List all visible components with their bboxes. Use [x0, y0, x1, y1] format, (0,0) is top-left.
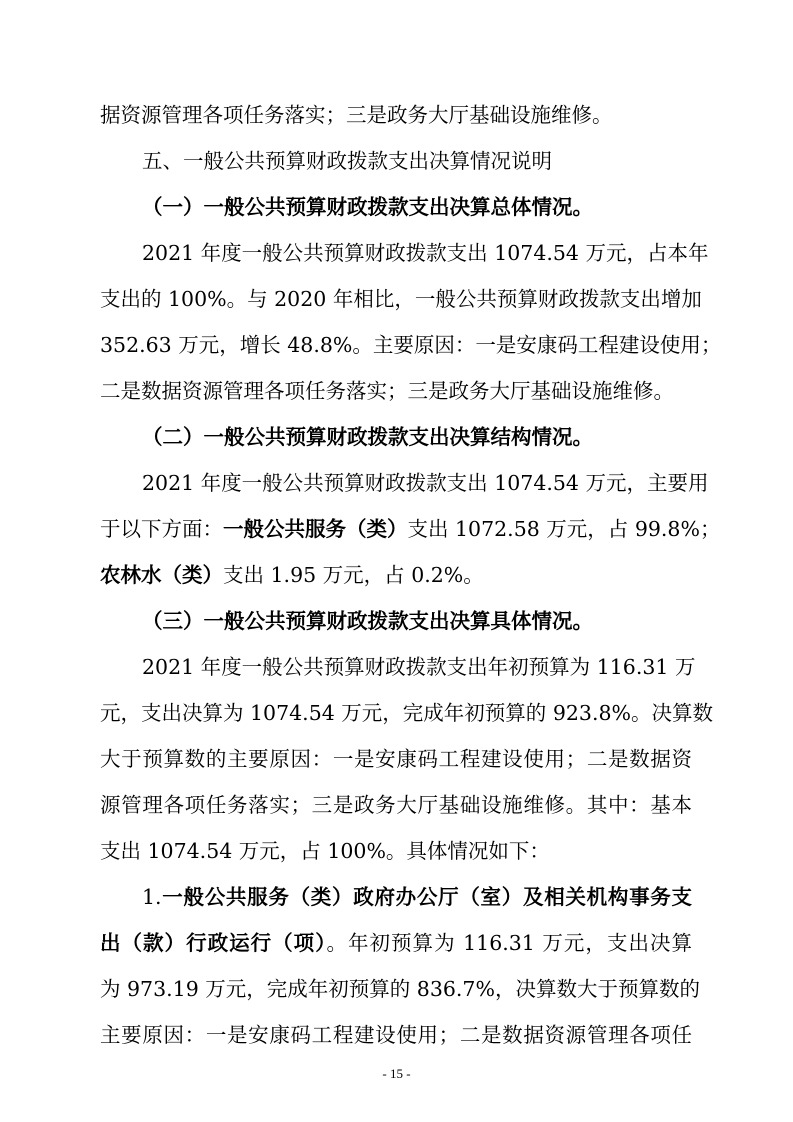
inline-bold-text: 一般公共服务（类）政府办公厅（室）及相关机构事务支: [161, 885, 692, 909]
subsection-heading-2: （二）一般公共预算财政拨款支出决算结构情况。: [142, 425, 593, 449]
inline-text: 支出 1.95 万元，占 0.2%。: [223, 563, 484, 587]
paragraph-line: [100, 514, 721, 544]
inline-text: 。年初预算为 116.31 万元，支出决算: [326, 931, 693, 955]
list-number: 1.: [142, 885, 162, 909]
inline-bold-text: 出（款）行政运行（项）: [100, 931, 327, 955]
paragraph-line: 2021 年度一般公共预算财政拨款支出 1074.54 万元，占本年: [142, 241, 709, 265]
page-number: - 15 -: [382, 1066, 411, 1081]
subsection-heading-1: （一）一般公共预算财政拨款支出决算总体情况。: [142, 195, 593, 219]
paragraph-line: 主要原因：一是安康码工程建设使用；二是数据资源管理各项任: [100, 1023, 692, 1047]
paragraph-line: 支出的 100%。与 2020 年相比，一般公共预算财政拨款支出增加: [100, 287, 702, 311]
paragraph-line: 据资源管理各项任务落实；三是政务大厅基础设施维修。: [100, 103, 613, 127]
paragraph-line: 二是数据资源管理各项任务落实；三是政务大厅基础设施维修。: [100, 379, 674, 403]
subsection-heading-3: （三）一般公共预算财政拨款支出决算具体情况。: [142, 609, 593, 633]
paragraph-line: 支出 1074.54 万元，占 100%。具体情况如下：: [100, 839, 550, 863]
paragraph-line: [142, 882, 692, 912]
paragraph-line: 2021 年度一般公共预算财政拨款支出 1074.54 万元，主要用: [142, 471, 709, 495]
paragraph-line: [100, 560, 692, 590]
paragraph-line: 2021 年度一般公共预算财政拨款支出年初预算为 116.31 万: [142, 655, 696, 679]
inline-text: 支出 1072.58 万元，占 99.8%；: [407, 517, 721, 541]
paragraph-line: 源管理各项任务落实；三是政务大厅基础设施维修。其中：基本: [100, 793, 692, 817]
inline-text: 于以下方面：: [100, 517, 223, 541]
paragraph-line: 为 973.19 万元，完成年初预算的 836.7%，决算数大于预算数的: [100, 977, 700, 1001]
paragraph-line: 元，支出决算为 1074.54 万元，完成年初预算的 923.8%。决算数: [100, 701, 713, 725]
paragraph-line: 352.63 万元，增长 48.8%。主要原因：一是安康码工程建设使用；: [100, 333, 722, 357]
section-heading: 五、一般公共预算财政拨款支出决算情况说明: [142, 149, 552, 173]
inline-bold-text: 一般公共服务（类）: [223, 517, 408, 541]
inline-bold-text: 农林水（类）: [100, 563, 223, 587]
paragraph-line: 大于预算数的主要原因：一是安康码工程建设使用；二是数据资: [100, 747, 692, 771]
paragraph-line: [100, 928, 692, 958]
